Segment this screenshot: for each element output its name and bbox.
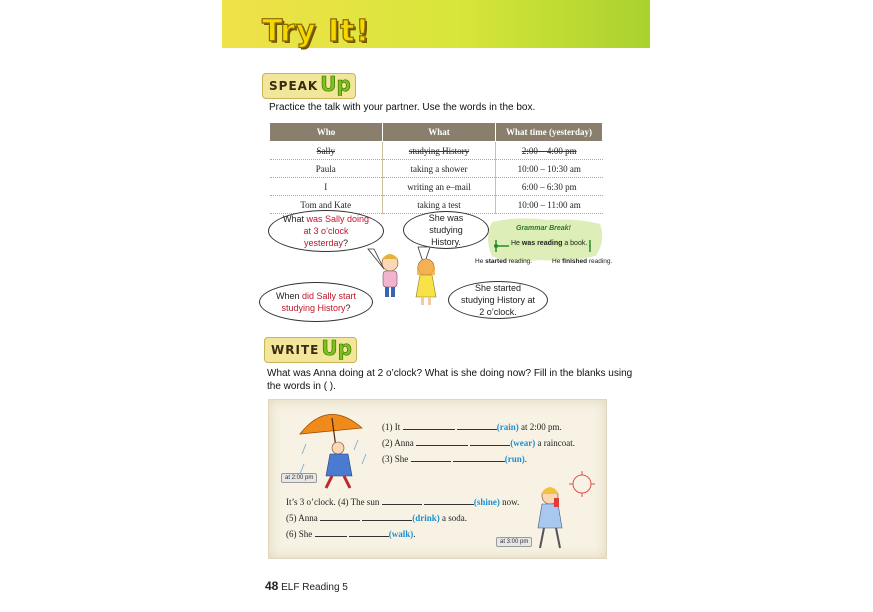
table-cell: Sally (270, 142, 383, 160)
time-tag-3pm: at 3:00 pm (496, 537, 532, 547)
table-row (270, 178, 603, 196)
grammar-finish-label (552, 258, 612, 265)
answer-blank[interactable] (411, 453, 451, 462)
item-text: . (524, 454, 527, 464)
grammar-text: He (511, 240, 522, 247)
item-text: (5) Anna (286, 513, 318, 523)
table-row (270, 142, 603, 160)
exercise-item-3 (382, 453, 527, 464)
bubble-text: What (282, 214, 307, 224)
exercise-item-4 (286, 496, 519, 507)
item-text: (2) Anna (382, 438, 414, 448)
table-cell: 10:00 – 11:00 am (496, 196, 603, 214)
item-text: . (413, 529, 416, 539)
grammar-text: He (475, 258, 486, 265)
answer-blank[interactable] (470, 437, 510, 446)
word-hint: (drink) (412, 513, 440, 523)
page-number: 48 (265, 579, 279, 593)
word-hint: (shine) (473, 497, 500, 507)
item-text: (6) She (286, 529, 313, 539)
word-hint: (walk) (388, 529, 414, 539)
item-text: (3) She (382, 454, 409, 464)
table-cell: studying History (383, 142, 496, 160)
table-header-time: What time (yesterday) (496, 123, 603, 142)
answer-blank[interactable] (362, 512, 412, 521)
table-cell: I (270, 178, 383, 196)
speak-up-badge (262, 73, 356, 99)
book-name: ELF Reading 5 (281, 582, 348, 593)
write-badge-word: WRITE (271, 343, 320, 357)
kids-illustration (340, 235, 460, 310)
item-text: a raincoat. (535, 438, 575, 448)
word-hint: (rain) (496, 422, 519, 432)
item-text: at 2:00 pm. (518, 422, 562, 432)
bubble-highlight: was Sally doing (306, 214, 370, 224)
answer-blank[interactable] (315, 528, 347, 537)
item-text: a soda. (439, 513, 468, 523)
page-footer (265, 579, 348, 593)
word-box-table (269, 122, 603, 214)
grammar-text-bold: started (485, 258, 507, 265)
answer-blank[interactable] (457, 421, 497, 430)
grammar-text: He (552, 258, 563, 265)
grammar-text: reading. (587, 258, 613, 265)
answer-blank[interactable] (424, 496, 474, 505)
grammar-text: reading. (506, 258, 533, 265)
speak-badge-word: SPEAK (269, 79, 319, 93)
answer-blank[interactable] (320, 512, 360, 521)
table-cell: 6:00 – 6:30 pm (496, 178, 603, 196)
exercise-item-6 (286, 528, 416, 539)
answer-blank[interactable] (349, 528, 389, 537)
speak-badge-up: Up (320, 72, 351, 96)
write-instruction-line-2: the words in ( ). (267, 381, 336, 392)
table-header-who: Who (270, 123, 383, 142)
write-instruction-line-1: What was Anna doing at 2 o’clock? What is she doing now? Fill in the blanks using (267, 368, 633, 379)
item-text: now. (499, 497, 520, 507)
speak-instruction: Practice the talk with your partner. Use the words in the box. (269, 102, 536, 113)
bubble-text: She started studying History at 2 o’clock. (460, 283, 536, 317)
write-badge-up: Up (321, 336, 352, 360)
table-row (270, 160, 603, 178)
grammar-bar-label (509, 240, 589, 247)
bubble-text: ? (345, 303, 351, 313)
table-cell: taking a test (383, 196, 496, 214)
item-text: (1) It (382, 422, 401, 432)
exercise-item-5 (286, 512, 467, 523)
page-title: Try It! (262, 14, 371, 49)
item-text: It’s 3 o’clock. (4) The sun (286, 497, 380, 507)
grammar-break-title: Grammar Break! (516, 225, 571, 232)
bubble-text: ? (343, 238, 349, 248)
write-up-badge (264, 337, 357, 363)
table-cell: 2:00 – 4:00 pm (496, 142, 603, 160)
bubble-text: She was studying History. (428, 213, 464, 247)
word-hint: (run) (504, 454, 525, 464)
time-tag-2pm: at 2:00 pm (281, 473, 317, 483)
exercise-item-1 (382, 421, 562, 432)
anna-soda-illustration (526, 470, 606, 554)
word-hint: (wear) (510, 438, 536, 448)
bubble-text: When (275, 291, 302, 301)
exercise-item-2 (382, 437, 575, 448)
answer-blank[interactable] (416, 437, 468, 446)
answer-blank[interactable] (453, 453, 505, 462)
bubble-highlight: at 3 o’clock yesterday (303, 226, 349, 248)
answer-blank[interactable] (382, 496, 422, 505)
table-cell: taking a shower (383, 160, 496, 178)
grammar-start-label (475, 258, 532, 265)
grammar-text-bold: was reading (521, 240, 563, 247)
table-header-what: What (383, 123, 496, 142)
speech-bubble-answer-2 (448, 281, 548, 319)
bubble-highlight: did Sally start studying History (281, 291, 357, 313)
table-cell: writing an e–mail (383, 178, 496, 196)
grammar-text: a book. (562, 240, 588, 247)
grammar-text-bold: finished (562, 258, 588, 265)
table-cell: Paula (270, 160, 383, 178)
table-cell: 10:00 – 10:30 am (496, 160, 603, 178)
answer-blank[interactable] (403, 421, 455, 430)
table-cell: Tom and Kate (270, 196, 383, 214)
